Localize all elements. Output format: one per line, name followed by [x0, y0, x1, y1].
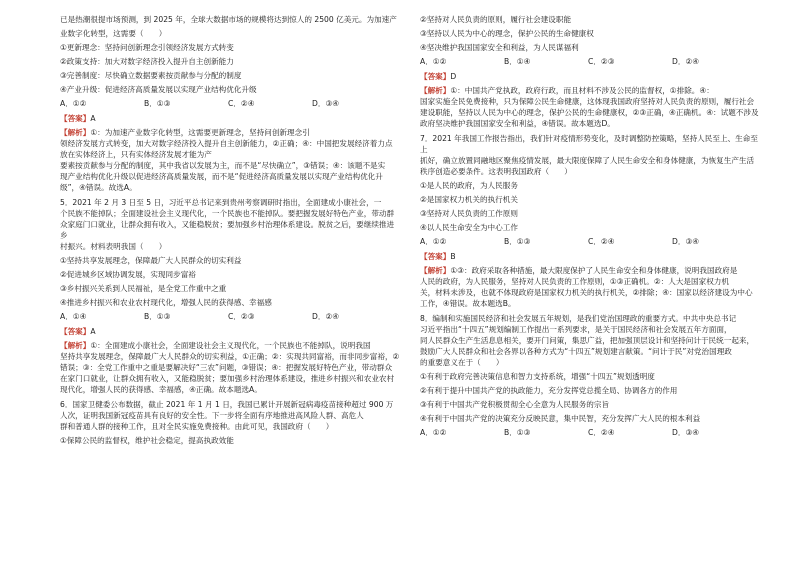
- solution-line: ①③：政府采取各种措施，最大限度保护了人民生命安全和身体健康，说明我国政府是: [450, 266, 738, 275]
- question-stem: [420, 133, 760, 177]
- right-column: [420, 14, 760, 441]
- answer-value: A: [90, 114, 96, 123]
- text-line: 鼓励广大人民群众和社会各界以各种方式为“十四五”规划建言献策。“问计于民”对党治国理政: [420, 347, 732, 356]
- solution-tag: 【解析】: [420, 266, 451, 275]
- answer-line: [60, 326, 400, 337]
- solution-line: 工作，④错误。故本题选B。: [420, 299, 516, 308]
- choice-d: D．②④: [312, 312, 340, 321]
- question-stem: [420, 313, 760, 368]
- solution-line: 关，材料未涉及，也就不体现政府是国家权力机关的执行机关，②排除；④：国家以经济建设为中心: [420, 288, 753, 297]
- choice-d: D．③④: [672, 237, 700, 246]
- text-line: 同人民群众生产生活息息相关，要开门问策，集思广益，把加强顶层设计和坚持问计于民统一起来，: [420, 336, 755, 345]
- choice-c: C．②④: [228, 99, 255, 108]
- solution-line: 领经济发展方式转变，加大对数字经济投入提升自主创新能力，②正确；④：中国把发展经济着力点放在实体经济上，只有实体经济发展才能为产: [60, 139, 393, 159]
- option-item: ③乡村振兴关系到人民福祉，是全党工作重中之重: [60, 284, 227, 293]
- option-item: ①坚持共享发展理念，保障最广大人民群众的切实利益: [60, 256, 242, 265]
- solution-line: 政府坚决维护我国国家安全和利益，④错误。故本题选D。: [420, 119, 615, 128]
- left-column: [60, 14, 400, 449]
- choice-c: C．②③: [588, 57, 615, 66]
- question-stem: [60, 197, 400, 252]
- option-item: ②促进城乡区域协调发展，实现同步富裕: [60, 270, 196, 279]
- text-line: 众家庭门口就业，让群众拥有收入，又能稳脱贫；要加强乡村治理体系建设。脱贫之后，要继续推进乡: [60, 220, 395, 240]
- text-line: 8．编制和实施国民经济和社会发展五年规划，是我们党治国理政的重要方式。中共中央总书记: [420, 314, 737, 323]
- option-item: ②坚持对人民负责的原则，履行社会建设职能: [420, 15, 572, 24]
- answer-line: [420, 251, 760, 262]
- choice-b: B．①③: [504, 428, 531, 437]
- text-line: 村振兴。材料表明我国（ ）: [60, 242, 167, 251]
- option-item: ④有利于中国共产党的决策充分反映民意，集中民智，充分发挥广大人民的根本利益: [420, 414, 701, 423]
- choice-d: D．③④: [312, 99, 340, 108]
- choice-d: D．③④: [672, 428, 700, 437]
- choice-c: C．②④: [588, 428, 615, 437]
- option-item: ④坚决维护我国国家安全和利益，为人民谋福利: [420, 43, 579, 52]
- solution-block: [60, 127, 400, 193]
- text-line: 习近平指出“十四五”规划编制工作提出一系列要求，是关于国民经济和社会发展五年方面面，: [420, 325, 732, 334]
- text-line: 人次，证明我国新冠疫苗具有良好的安全性。下一步将全面有序地推进高风险人群、高危人: [60, 411, 364, 420]
- option-item: ①保障公民的监督权，维护社会稳定，提高执政效能: [60, 436, 234, 445]
- answer-value: D: [450, 72, 457, 81]
- option-item: ②是国家权力机关的执行机关: [420, 195, 518, 204]
- text-line: 个民族不能掉队；全面建设社会主义现代化，一个民族也不能掉队。要把握发展好特色产业，带动群: [60, 209, 395, 218]
- choice-a: A．①②: [420, 57, 447, 66]
- choice-row: [420, 236, 760, 247]
- solution-line: 建设职能，坚持以人民为中心的理念，保护公民的生命健康权，②③正确，④正确机。④：试题不涉及: [420, 108, 759, 117]
- choice-c: C．②③: [228, 312, 255, 321]
- choice-b: B．①③: [144, 99, 171, 108]
- choice-a: A．①②: [420, 428, 447, 437]
- option-item: ①有利于政府完善决策信息和智力支持系统，增强“十四五”规划透明度: [420, 372, 655, 381]
- choice-a: A．①④: [60, 312, 87, 321]
- answer-value: B: [450, 252, 456, 261]
- solution-line: 国家实施全民免费接种，只为保障公民生命健康，这体现我国政府坚持对人民负责的原则，履行社会: [420, 97, 755, 106]
- choice-a: A．①②: [60, 99, 87, 108]
- choice-row: [420, 427, 760, 438]
- answer-line: [420, 71, 760, 82]
- solution-block: [60, 340, 400, 395]
- answer-tag: 【答案】: [60, 327, 91, 336]
- solution-block: [420, 85, 760, 129]
- solution-line: ①：中国共产党执政，政府行政，而且材料不涉及公民的监督权，①排除。④：: [450, 86, 714, 95]
- solution-line: 错误；③：全党工作重中之重是要解决好“三农”问题，③错误；④：把握发展好特色产业，带动群众: [60, 363, 393, 372]
- text-line: 业数字化转型，这需要（ ）: [60, 29, 167, 38]
- solution-line: 在家门口就业，让群众拥有收入，又能稳脱贫；要加强乡村治理体系建设，推进乡村振兴和农业农村: [60, 374, 395, 383]
- answer-tag: 【答案】: [420, 72, 451, 81]
- choice-b: B．①③: [144, 312, 171, 321]
- solution-line: 现产业结构优化升级以促进经济高质量发展，而不是“促进经济高质量发展以实现产业结构优化升: [60, 172, 383, 181]
- choice-row: [60, 311, 400, 322]
- solution-tag: 【解析】: [60, 128, 91, 137]
- choice-b: B．①③: [504, 237, 531, 246]
- solution-line: 现代化，增强人民的获得感、幸福感，④正确。故本题选A。: [60, 385, 262, 394]
- text-line: 5．2021 年 2 月 3 日至 5 日，习近平总书记来到贵州考察调研时指出，全面建成小康社会，一: [60, 198, 382, 207]
- option-item: ④产业升级：促进经济高质量发展以实现产业结构优化升级: [60, 85, 257, 94]
- question-stem: [60, 399, 400, 432]
- choice-row: [60, 98, 400, 109]
- option-item: ④以人民生命安全为中心工作: [420, 223, 518, 232]
- text-line: 秩序创造必要条件。这表明我国政府（ ）: [420, 167, 572, 176]
- text-line: 抓好，确立放置同融地区聚焦疫情发展，最大限度保障了人民生命安全和身体健康，为恢复生产生活: [420, 156, 755, 165]
- text-line: 7．2021 年我国工作报告指出，我们针对疫情形势变化，及时调整防控策略，坚持人民至上、生命至上: [420, 134, 758, 154]
- choice-row: [420, 56, 760, 67]
- answer-value: A: [90, 327, 96, 336]
- answer-tag: 【答案】: [420, 252, 451, 261]
- option-item: ①是人民的政府，为人民服务: [420, 181, 518, 190]
- text-line: 6．国家卫健委公布数据，截止 2021 年 1 月 1 日，我国已累计开展新冠病毒疫苗接种超过 900 万: [60, 400, 394, 409]
- text-line: 已是热潮很提市场预测，到 2025 年，全球大数据市场的规模将达到惊人的 2500 亿美元。为加速产: [60, 15, 397, 24]
- solution-tag: 【解析】: [420, 86, 451, 95]
- choice-a: A．①②: [420, 237, 447, 246]
- option-item: ③坚持对人民负责的工作原则: [420, 209, 518, 218]
- answer-line: [60, 113, 400, 124]
- text-line: 的重要意义在于（ ）: [420, 358, 504, 367]
- option-item: ④推进乡村振兴和农业农村现代化，增强人民的获得感、幸福感: [60, 298, 272, 307]
- solution-line: ①：为加速产业数字化转型，这需要更新理念，坚持问创新理念引: [90, 128, 310, 137]
- option-item: ③坚持以人民为中心的理念，保护公民的生命健康权: [420, 29, 594, 38]
- intro-paragraph: [60, 14, 400, 39]
- solution-tag: 【解析】: [60, 341, 91, 350]
- text-line: 群和普通人群的接种工作，且对全民实施免费接种。由此可见，我国政府（ ）: [60, 422, 334, 431]
- choice-d: D．②④: [672, 57, 700, 66]
- solution-block: [420, 265, 760, 309]
- option-item: ②政策支持：加大对数字经济投入提升自主创新能力: [60, 57, 234, 66]
- option-item: ②有利于提升中国共产党的执政能力，充分发挥党总揽全局、协调各方的作用: [420, 386, 678, 395]
- option-item: ①更新理念：坚持问创新理念引领经济发展方式转变: [60, 43, 234, 52]
- solution-line: 人民的政府，为人民服务，坚持对人民负责的工作原则，①③正确机。②：人大是国家权力机: [420, 277, 729, 286]
- solution-line: 级”，④错误。故选A。: [60, 183, 137, 192]
- solution-line: ①：全面建成小康社会，全面建设社会主义现代化，一个民族也不能掉队，说明我国: [90, 341, 371, 350]
- solution-line: 坚持共享发展理念，保障最广大人民群众的切实利益，①正确；②：实现共同富裕，而非同步富裕，②: [60, 352, 400, 361]
- choice-b: B．①④: [504, 57, 531, 66]
- answer-tag: 【答案】: [60, 114, 91, 123]
- choice-c: C．②④: [588, 237, 615, 246]
- solution-line: 要素按贡献参与分配的制度，其中我省以发展为主，而不是“尽快确立”，③错误；④：该题不是实: [60, 161, 386, 170]
- option-item: ③完善制度：尽快确立数据要素按贡献参与分配的制度: [60, 71, 242, 80]
- option-item: ③有利于中国共产党积极贯彻全心全意为人民服务的宗旨: [420, 400, 610, 409]
